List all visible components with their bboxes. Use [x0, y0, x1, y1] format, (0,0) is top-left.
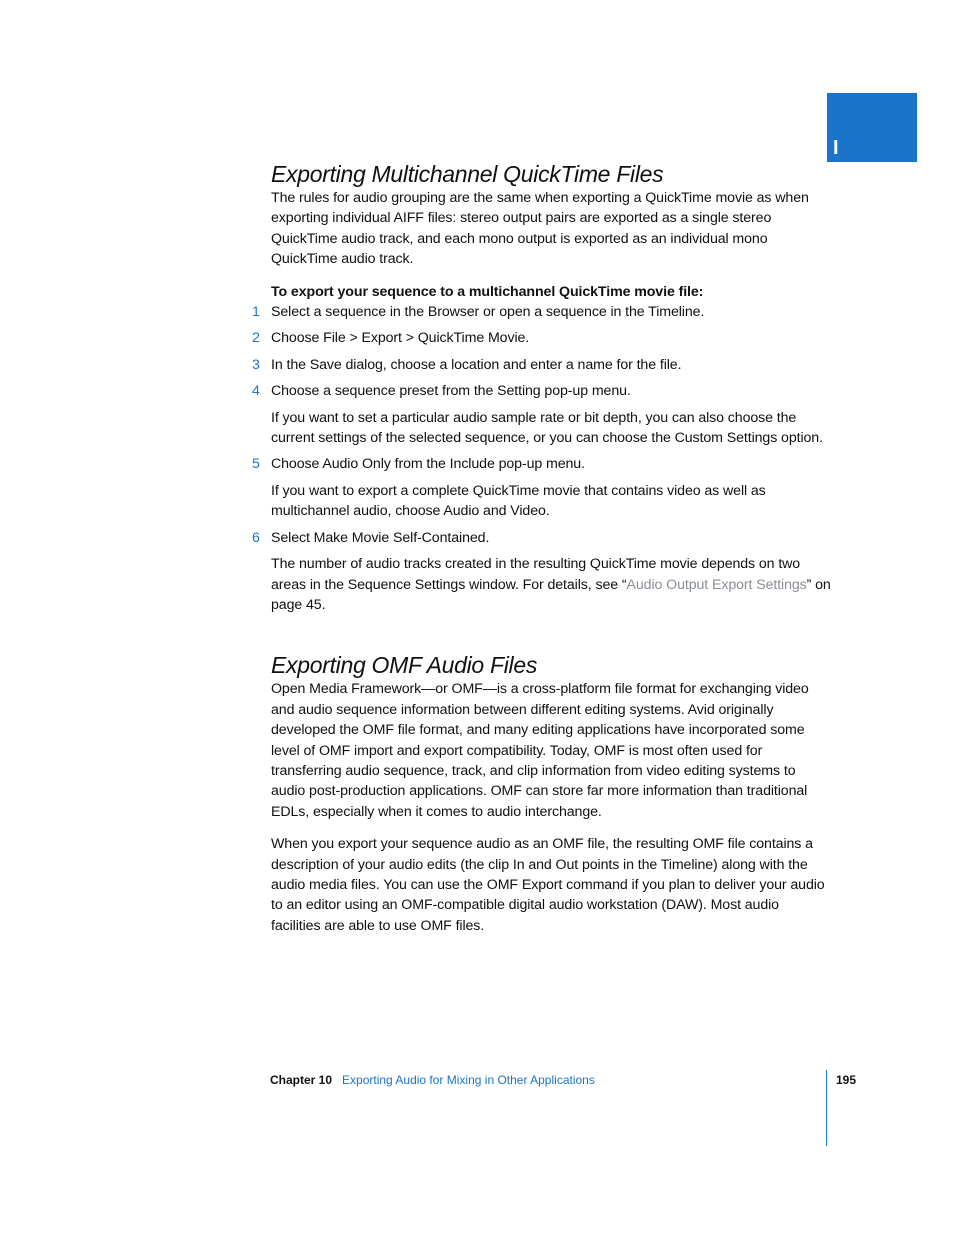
- section-heading-quicktime: Exporting Multichannel QuickTime Files: [271, 161, 664, 187]
- step-text: Select Make Movie Self-Contained.: [271, 529, 490, 546]
- step-4: [252, 381, 831, 401]
- step-3: [252, 355, 831, 375]
- procedure-title: To export your sequence to a multichannel QuickTime movie file:: [271, 283, 704, 300]
- step-number: 5: [252, 456, 260, 473]
- step-text: Select a sequence in the Browser or open a sequence in the Timeline.: [271, 304, 705, 321]
- omf-paragraph-2: When you export your sequence audio as an OMF file, the resulting OMF file contains a description of your audio edits (the clip In and Out points in the Timeline) along with the audio media files. You can use the OMF Export command if you plan to deliver your audio to an editor using an OMF-compatible digital audio workstation (DAW). Most audio facilities are able to use OMF files.: [271, 836, 825, 934]
- footer-chapter-label: Chapter 10: [270, 1073, 333, 1087]
- step-text: Choose File > Export > QuickTime Movie.: [271, 330, 530, 347]
- step-text: Choose a sequence preset from the Setting pop-up menu.: [271, 383, 631, 400]
- step-number: 1: [252, 304, 260, 321]
- step-5: [252, 454, 831, 474]
- section-closing: [271, 554, 831, 615]
- footer-chapter-title[interactable]: Exporting Audio for Mixing in Other Applications: [342, 1073, 595, 1087]
- section-intro: The rules for audio grouping are the same when exporting a QuickTime movie as when exporting individual AIFF files: stereo output pairs are exported as a single stereo QuickTime audio track, and each mono output is exported as an individual mono QuickTime audio track.: [271, 190, 809, 268]
- step-number: 6: [252, 529, 260, 546]
- footer-divider: [826, 1070, 827, 1146]
- cross-reference-link[interactable]: Audio Output Export Settings: [626, 576, 807, 593]
- closing-text-before: The number of audio tracks created in the resulting QuickTime movie depends on two areas in the Sequence Settings window. For details, see “: [271, 556, 801, 593]
- section-heading-omf: Exporting OMF Audio Files: [271, 652, 538, 679]
- chapter-tab-letter: I: [833, 137, 839, 159]
- step-4-note: If you want to set a particular audio sample rate or bit depth, you can also choose the current settings of the selected sequence, or you can choose the Custom Settings option.: [271, 409, 823, 447]
- step-number: 3: [252, 356, 260, 373]
- omf-paragraph-1: Open Media Framework—or OMF—is a cross-platform file format for exchanging video and audio sequence information between different editing systems. Avid originally developed the OMF file format, and many editing applications have incorporated some level of OMF import and export compatibility. Today, OMF is most often used for transferring audio sequence, track, and clip information from video editing systems to audio post-production applications. OMF can store far more information than traditional EDLs, especially when it comes to audio interchange.: [271, 681, 809, 820]
- page-footer: [270, 1072, 595, 1088]
- step-number: 4: [252, 383, 260, 400]
- step-2: [252, 328, 831, 348]
- page-content: [252, 160, 831, 936]
- closing-text-after: ” on page 45.: [271, 576, 831, 613]
- chapter-tab: [827, 93, 917, 162]
- step-text: In the Save dialog, choose a location and enter a name for the file.: [271, 356, 682, 373]
- page-number: 195: [836, 1073, 857, 1087]
- step-6: [252, 528, 831, 548]
- step-5-note: If you want to export a complete QuickTime movie that contains video as well as multichannel audio, choose Audio and Video.: [271, 482, 766, 520]
- step-number: 2: [252, 330, 260, 347]
- step-text: Choose Audio Only from the Include pop-up menu.: [271, 456, 585, 473]
- step-1: [252, 302, 831, 322]
